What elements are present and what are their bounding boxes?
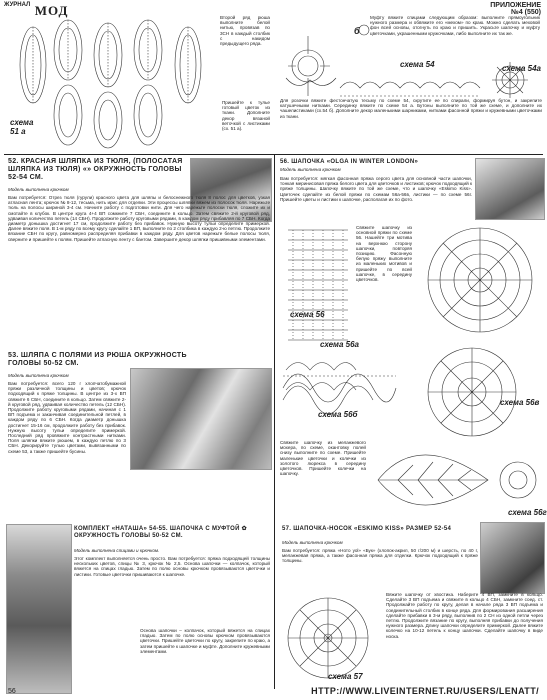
photo-54-girl-with-muff — [6, 524, 72, 694]
scheme-56a-label: схема 56а — [320, 340, 359, 349]
scheme-51a-label: схема 51 а — [10, 118, 34, 136]
scheme-56-label: схема 56 — [290, 310, 325, 319]
photo-53-girls-in-hats — [130, 368, 272, 470]
scheme-57 — [280, 592, 380, 684]
magazine-label: ЖУРНАЛ — [4, 2, 31, 8]
set-54-55-body2: Основа шапочки – колпачок, который вяжется на спицах гладью. Затем по полю основы крючком провязываются цветочки. Пришейте цветочки по кругу, закрепите по краю, а затем пришейте к шапочке и муфте. Дополните кружевными элементами. — [140, 628, 270, 654]
section-57-title: 57. ШАПОЧКА-НОСОК «ESKIMO KISS» РАЗМЕР 52-54 — [282, 526, 452, 532]
section-56-body-low: Свяжите шапочку из меланжевого мохера, по схеме, окантовку полей снизу выполните по схеме. Пришейте маленькие цветочки и колечки из золотого люрекса в середину цветочков. Пришейте колечки на шапочку. — [280, 440, 366, 477]
page-number: 56 — [8, 688, 16, 695]
label-b: б — [354, 26, 360, 36]
section-52-subtitle: Модель выполнена крючком — [8, 187, 69, 192]
section-53-body: Вам потребуется: всего 120 г хлопчатобумажной пряжи различной толщины и цветов; крючок подходящий к пряже толщины. В центре из 3-х ВП свяжите 6 СБН, соедините в кольцо. Затем свяжите 2-й круговой ряд, удваивая количество петель (12 СБН). Продолжите работу круговыми рядами, начиная с 1 ВП подъема и заканчивая соединительной петлей, в каждом ряду по 6 СБН. Когда диаметр донышка достигнет 15-16 см, продолжите работу без прибавок. Нужную высоту тульи определите примеркой. Последний ряд провяжите контрастными нитками. Поля шляпки вяжите рюшем, в каждую петлю по 3 СБН. Декорируйте тулью цветами, вывязанными по схеме 53, а также пришейте бусины. — [8, 381, 126, 454]
issue-header — [490, 2, 541, 16]
scheme-56b-label: схема 56б — [318, 410, 358, 419]
section-52-body: Вам потребуется: Отрез тюля (гурули) красного цвета для шляпы и белоснежного тюля 8 полос для цветков, узкая атласная лента; крючок № 8-12, тесьма, нить ирис для отделки. Эти процессы шляпки вяжем из полосок тюля. Нарежьте тюль на полосы шириной 3-4 см. Начните работу с подготовки нити. Для чего нарежьте полоски тюля, сложите их и смотайте в клубок. В центре круга 4+4 ВП сомкните 7 СБН, соедините в кольцо. Затем свяжите 2-й круговой ряд, удваивая количество петель (14 СБН). Продолжите работу круговыми рядами, в каждом ряду прибавляя по 7 СБН. Когда диаметр донышка достигнет 17 см, продолжите работу без прибавок. Нужную высоту тульи определите примеркой. Далее вяжите поля. В 1-м ряду по всему кругу сделайте 1 ВП, выполните по 2 столбика в каждую 2-ю петлю. Продолжите вязание СБН по кругу, равномерно распределяя прибавки в каждом ряду. Для цветов нарежьте белые полосы тюля, сверните и пришейте к полям. Пришейте атласную ленту с бантом. Завершите декор шляпки пришивными элементами. — [8, 195, 270, 242]
magazine-brand: МОД — [34, 3, 69, 18]
section-52-title: 52. КРАСНАЯ ШЛЯПКА ИЗ ТЮЛЯ, (ПОЛОСАТАЯ ШЛЯПКА ИЗ ТЮЛЯ) «» ОКРУЖНОСТЬ ГОЛОВЫ 52-54 СМ. — [8, 158, 183, 181]
scheme-56a — [418, 222, 543, 340]
scheme-57-label: схема 57 — [328, 672, 363, 681]
top-right-text2: Для розочки вяжите фестончатую тесьму по схеме 54, скрутите ее по спирали, формируя бутон, и закрепите катушечными нитками. Серединку вяжите по схеме 54 а. Бутоны выполните по той же схеме, и дополните их чашелистиками (сх.54 б). Дополните декор маленькими шарниками, нитками фасонной пряжи и кружевными цветочками из ткани. — [280, 98, 542, 119]
photo-57-girl-eskimo-hat — [480, 522, 545, 594]
top-left-text: Второй ряд рюша выполните белой нитью, провязав по 3СН в каждый столбик с накидом предыдущего ряда. — [220, 15, 270, 47]
scheme-56v-diagram — [400, 344, 543, 440]
scheme-54-label: схема 54 — [400, 60, 435, 69]
set-54-55-subtitle: Модель выполнена спицами и крючком. — [74, 548, 160, 553]
source-url[interactable]: HTTP://WWW.LIVEINTERNET.RU/USERS/LENATT/ — [311, 686, 539, 696]
section-53-title: 53. ШЛЯПА С ПОЛЯМИ ИЗ РЮША ОКРУЖНОСТЬ ГОЛОВЫ 50-52 СМ. — [8, 352, 187, 367]
scheme-56g-label: схема 56г — [508, 508, 547, 517]
section-57-subtitle: Модель выполнена крючком — [282, 540, 343, 545]
scheme-56v-label: схема 56в — [500, 398, 540, 407]
section-56-body: Вам потребуется: мягкая фасонная пряжа серого цвета для основной части шапочки, тонкая меринисовая пряжа белого цвета для цветочков и листиков; крючок подходящий к пряже толщины. Шапочку вяжите по той же схеме, что и шапочку «Eskimo Kiss». Цветочек сделайте из белой пряжи по схемам 56а-56в, листики — по схеме 56г. Пришейте цветы и листики к шапочке, располагая их по фото. — [280, 176, 472, 202]
top-left-caption: Пришейте к тулье готовый цветок из ткани. Дополните декор вязаной веточкой с листиками (сх. 51 а). — [222, 100, 270, 132]
scheme-57-diagram — [280, 592, 380, 684]
issue-number: №4 (550) — [511, 9, 541, 16]
top-right-text: Муфту вяжите спицами следующим образом: выполните прямоугольник нужного размера и обвяжите его «мехом» по краю. Можно сделать меховой фон всей основы, отогнуть по краю и пришить. Украсьте шапочку и муфту цветочками, украшенными кружочками, либо выполните их так же. — [370, 15, 540, 36]
supplement-label: ПРИЛОЖЕНИЕ — [490, 2, 541, 9]
section-57-body2: Вяжите шапочку от хвостика. Наберите 4 ВП, замкните в кольцо. Сделайте 3 ВП подъема и свяжите в кольцо 4 СБН, замкните соед. ст. Продолжайте работу по кругу, делая в начале ряда 3 ВП подъема и соединительный столбик в конце ряда. Для формирования расширения сделайте прибавки в 3-м ряду, выполнив по 2 СН из одной петли через петлю. Продолжите вязание по кругу, выполняя прибавки до получения нужного размера. Длину шапочки определите примеркой. Далее вяжите колечко на 10-12 петель к концу шапочки. Сделайте шапочку в виде носка. — [386, 592, 543, 639]
section-56-subtitle: Модель выполнена крючком — [280, 167, 341, 172]
scheme-56a-diagram — [418, 222, 543, 340]
scheme-56v — [400, 344, 543, 440]
section-56-title: 56. ШАПОЧКА «OLGA IN WINTER LONDON» — [280, 159, 419, 165]
set-54-55-body: Этот комплект выполняется очень просто. Вам потребуется: пряжа подходящей толщины нескольких цветов, спицы № 3, крючок № 2,5. Основа шапочки — колпачок, который вяжется на спицах гладью. Затем по полю основы крючком провязываются цветочки и листики. Готовые цветочки пришиваются к шапочке. — [74, 556, 270, 577]
set-54-55-title: КОМПЛЕКТ «НАТАША» 54-55. ШАПОЧКА С МУФТОЙ ✿ ОКРУЖНОСТЬ ГОЛОВЫ 50-52 СМ. — [74, 526, 247, 539]
scheme-54a-label: схема 54а — [502, 64, 541, 73]
section-57-body: Вам потребуется: пряжа «Ното уоl» «Бук» (хлопок-акрил, 50 г/200 м) и шерсть, по 40 г, меланжевая пряжа, а также фасонная пряжа для отделки. Крючок подходящий к пряже толщины. — [282, 548, 478, 564]
photo-56-girl-grey-hat — [475, 158, 545, 220]
divider-vertical — [274, 154, 275, 689]
section-56-body-mid: Свяжите шапочку из основной пряжи по схеме 56. Нашейте три мотива на верхнюю сторону шапочки, повторяя позицию. Фасонную белую пряжу выполните из маленьких мотивов и пришейте по всей шапочке, в середину цветочков. — [356, 225, 412, 283]
section-53-subtitle: Модель выполнена крючком — [8, 373, 69, 378]
